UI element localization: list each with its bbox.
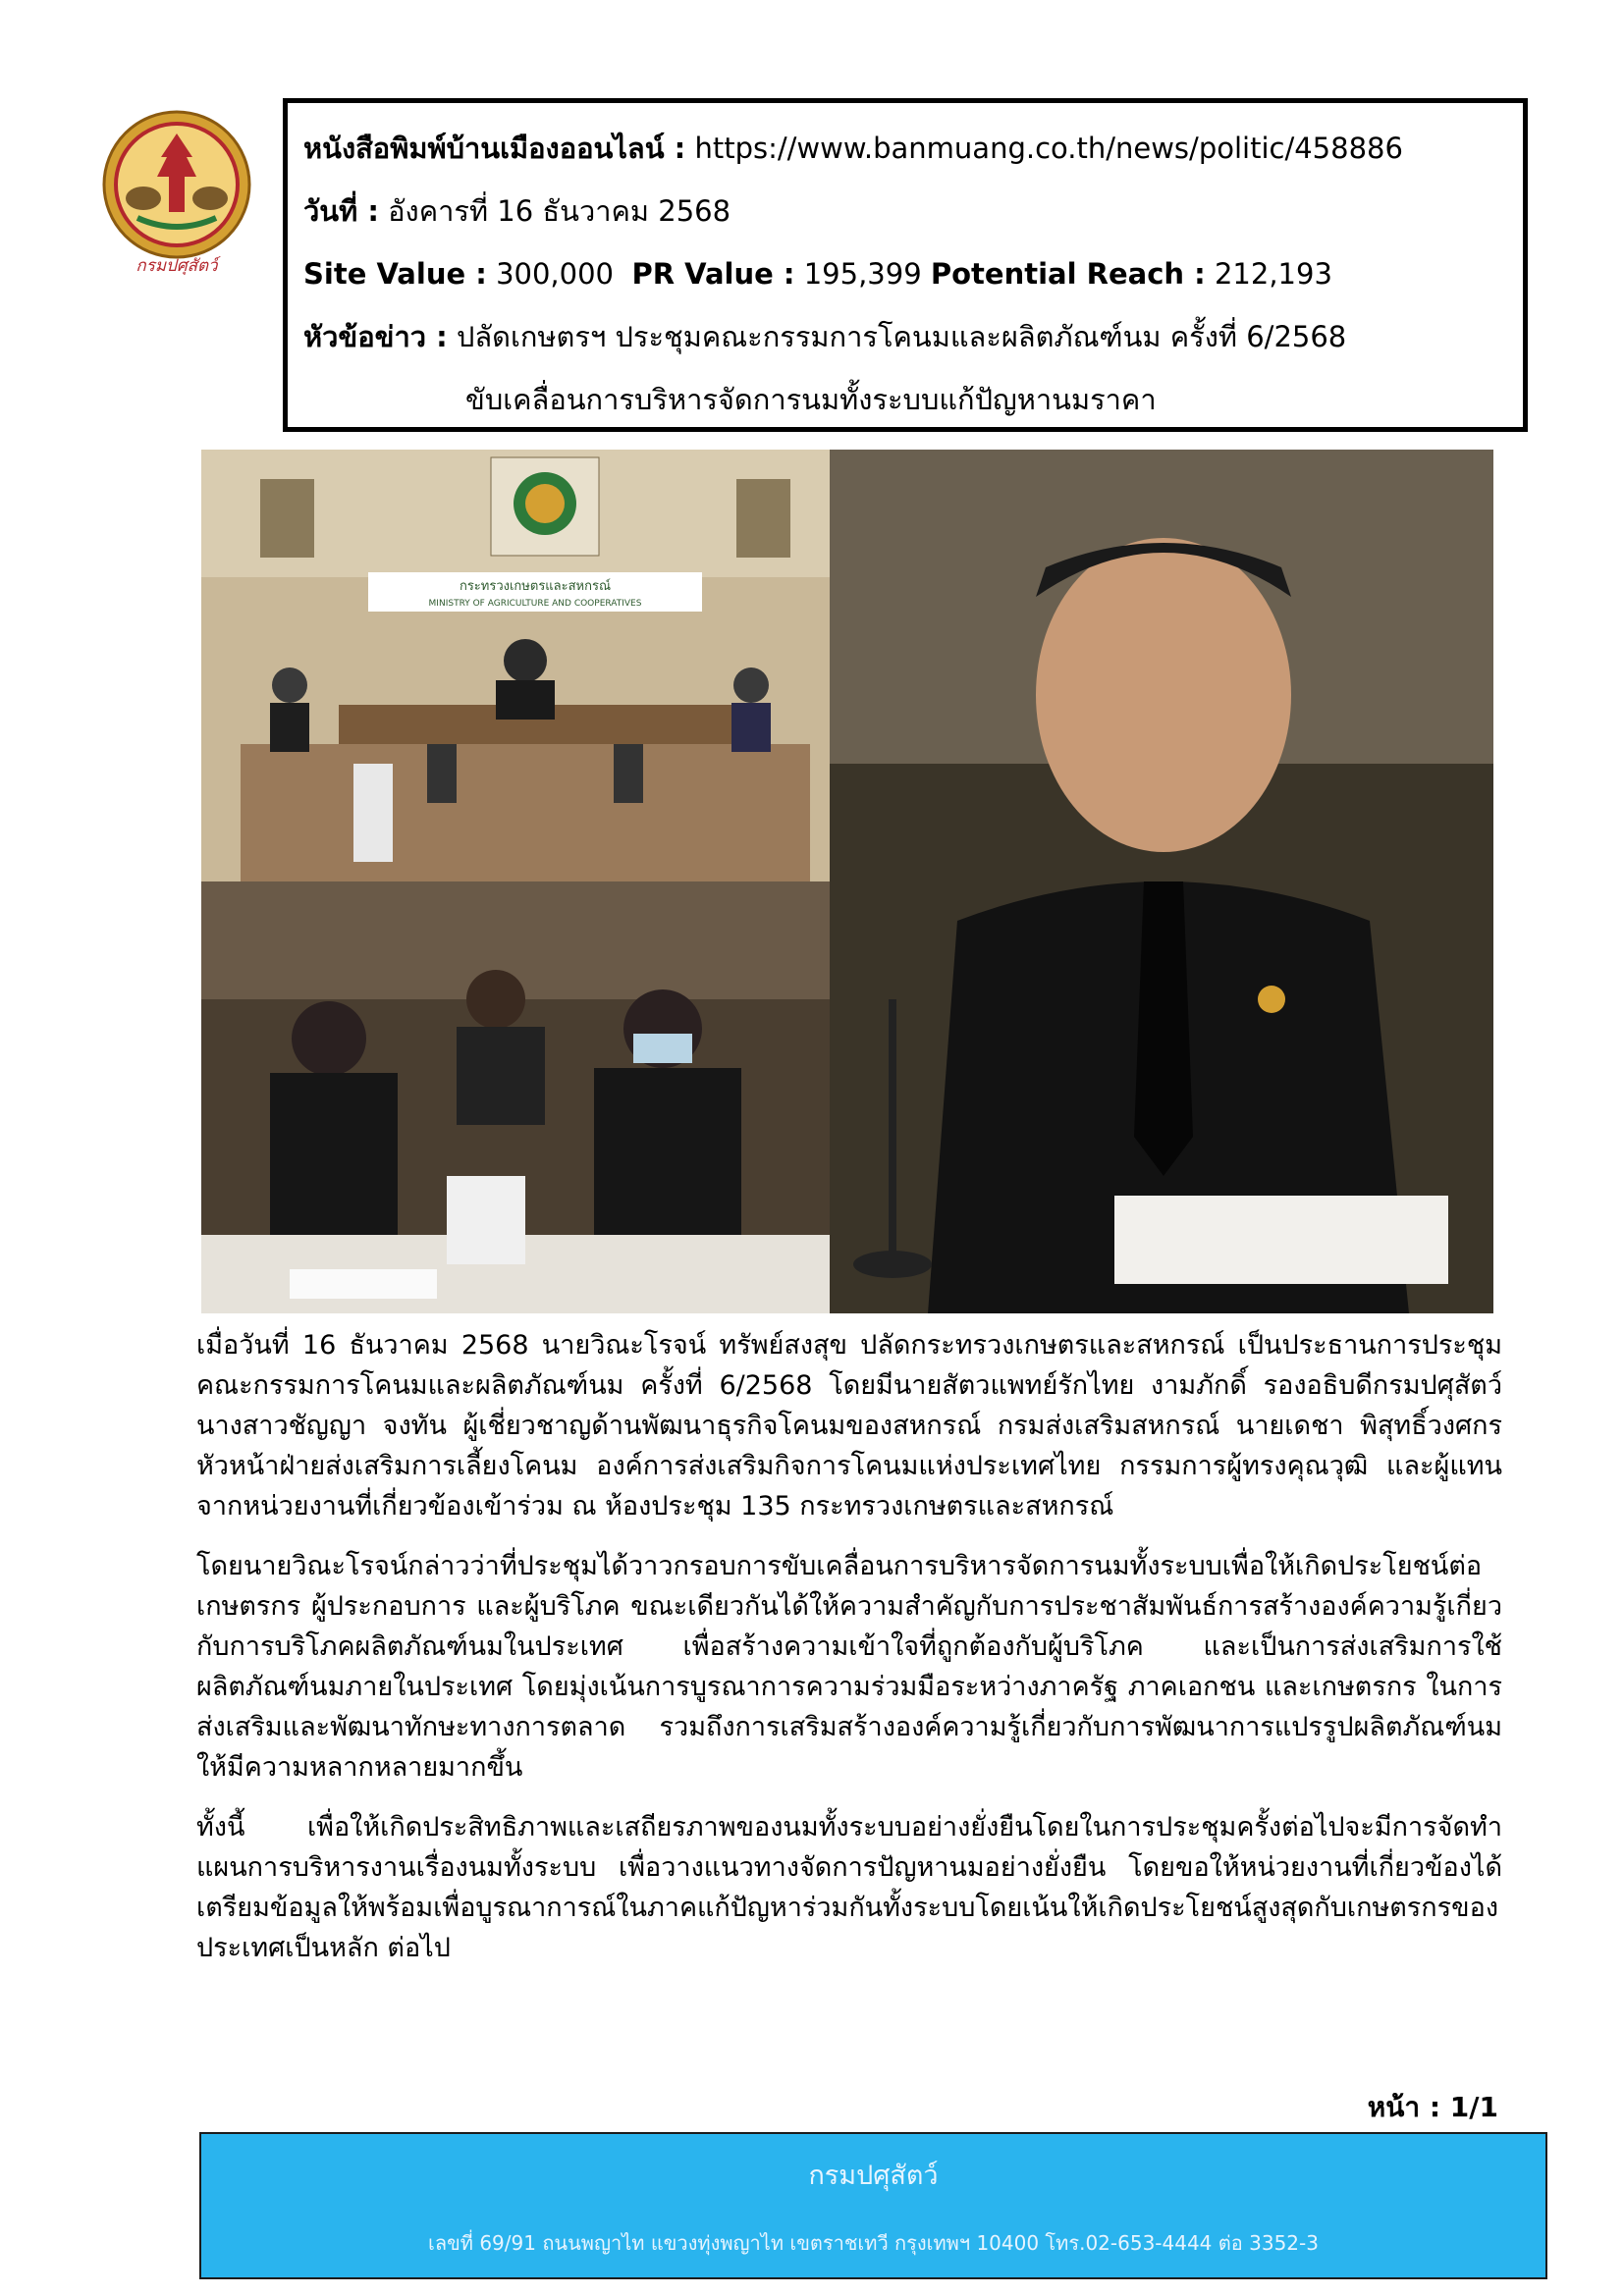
footer-box xyxy=(199,2132,1547,2279)
source-label: หนังสือพิมพ์บ้านเมืองออนไลน์ : xyxy=(303,132,686,165)
paragraph-2: โดยนายวิณะโรจน์กล่าวว่าที่ประชุมได้วาวกรอบการขับเคลื่อนการบริหารจัดการนมทั้งระบบเพื่อให้เกิดประโยชน์ต่อเกษตรกร ผู้ประกอบการ และผู้บริโภค ขณะเดียวกันได้ให้ความสำคัญกับการประชาสัมพันธ์การสร้างองค์ความรู้เกี่ยวกับการบริโภคผลิตภัณฑ์นมในประเทศ เพื่อสร้างความเข้าใจที่ถูกต้องกับผู้บริโภค และเป็นการส่งเสริมการใช้ผลิตภัณฑ์นมภายในประเทศ โดยมุ่งเน้นการบูรณาการความร่วมมือระหว่างภาครัฐ ภาคเอกชน และเกษตรกร ในการส่งเสริมและพัฒนาทักษะทางการตลาด รวมถึงการเสริมสร้างองค์ความรู้เกี่ยวกับการพัฒนาการแปรรูปผลิตภัณฑ์นมให้มีความหลากหลายมากขึ้น xyxy=(196,1551,1502,1783)
site-value-label: Site Value : xyxy=(303,257,487,291)
pr-value: 195,399 xyxy=(803,257,922,291)
photo-banner-eng: MINISTRY OF AGRICULTURE AND COOPERATIVES xyxy=(428,599,642,609)
date-label: วันที่ : xyxy=(303,194,379,228)
headline-line-2 xyxy=(303,368,1507,431)
footer-org: กรมปศุสัตว์ xyxy=(808,2161,939,2191)
value-line xyxy=(303,242,1507,305)
department-logo xyxy=(98,108,255,275)
pr-value-label: PR Value : xyxy=(631,257,795,291)
footer-address: เลขที่ 69/91 ถนนพญาไท แขวงทุ่งพญาไท เขตราชเทวี กรุงเทพฯ 10400 โทร.02-653-4444 ต่อ 3352-3 xyxy=(428,2231,1319,2255)
paragraph-1: เมื่อวันที่ 16 ธันวาคม 2568 นายวิณะโรจน์ ทรัพย์สงสุข ปลัดกระทรวงเกษตรและสหกรณ์ เป็นประธานการประชุมคณะกรรมการโคนมและผลิตภัณฑ์นม ครั้งที่ 6/2568 โดยมีนายสัตวแพทย์รักไทย งามภักดิ์ รองอธิบดีกรมปศุสัตว์ นางสาวชัญญา จงทัน ผู้เชี่ยวชาญด้านพัฒนาธุรกิจโคนมของสหกรณ์ กรมส่งเสริมสหกรณ์ นายเดชา พิสุทธิ์วงศกร หัวหน้าฝ่ายส่งเสริมการเลี้ยงโคนม องค์การส่งเสริมกิจการโคนมแห่งประเทศไทย กรรมการผู้ทรงคุณวุฒิ และผู้แทนจากหน่วยงานที่เกี่ยวข้องเข้าร่วม ณ ห้องประชุม 135 กระทรวงเกษตรและสหกรณ์ xyxy=(196,1330,1502,1522)
date-value: อังคารที่ 16 ธันวาคม 2568 xyxy=(388,194,731,228)
logo-caption: กรมปศุสัตว์ xyxy=(135,256,218,275)
source-url[interactable]: https://www.banmuang.co.th/news/politic/458886 xyxy=(694,132,1403,165)
site-value: 300,000 xyxy=(496,257,614,291)
page-number: หน้า : 1/1 xyxy=(1367,2091,1498,2123)
photo-banner-thai: กระทรวงเกษตรและสหกรณ์ xyxy=(459,579,612,594)
headline-line xyxy=(303,305,1507,368)
news-photo xyxy=(201,450,1493,1313)
date-line xyxy=(303,180,1507,242)
reach-label: Potential Reach : xyxy=(930,257,1206,291)
reach-value: 212,193 xyxy=(1214,257,1332,291)
source-line xyxy=(303,117,1507,180)
article-body xyxy=(196,1325,1502,1988)
paragraph-3: ทั้งนี้ เพื่อให้เกิดประสิทธิภาพและเสถียรภาพของนมทั้งระบบอย่างยั่งยืนโดยในการประชุมครั้งต่อไปจะมีการจัดทำแผนการบริหารงานเรื่องนมทั้งระบบ เพื่อวางแนวทางจัดการปัญหานมอย่างยั่งยืน โดยขอให้หน่วยงานที่เกี่ยวข้องได้เตรียมข้อมูลให้พร้อมเพื่อบูรณาการณ์ในภาคแก้ปัญหาร่วมกันทั้งระบบโดยเน้นให้เกิดประโยชน์สูงสุดกับเกษตรกรของประเทศเป็นหลัก ต่อไป xyxy=(196,1812,1502,1963)
headline-label: หัวข้อข่าว : xyxy=(303,320,448,353)
header-box xyxy=(283,98,1528,432)
headline-text: ปลัดเกษตรฯ ประชุมคณะกรรมการโคนมและผลิตภัณฑ์นม ครั้งที่ 6/2568 xyxy=(456,320,1347,353)
headline-text-2: ขับเคลื่อนการบริหารจัดการนมทั้งระบบแก้ปัญหานมราคา xyxy=(465,383,1157,416)
